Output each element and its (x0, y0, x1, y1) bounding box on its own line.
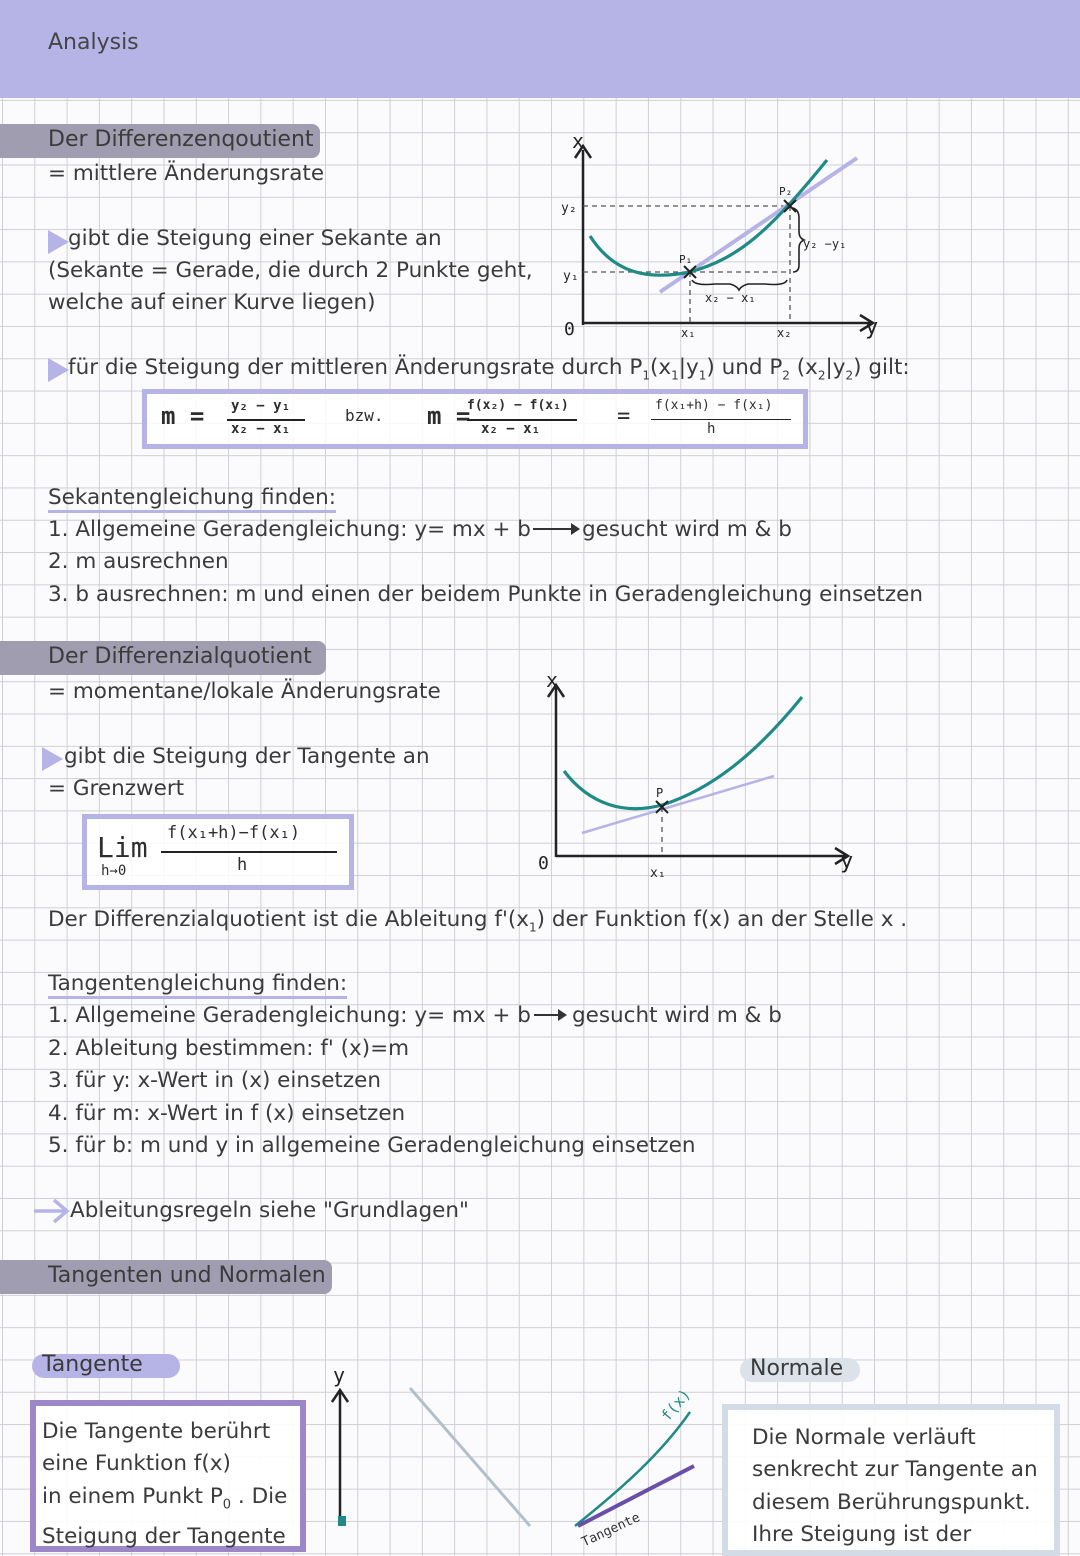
secant-graph (555, 130, 895, 345)
limit-sub: h→0 (101, 863, 127, 879)
tangente-step2: 2. Ableitung bestimmen: f' (x)=m (48, 1036, 410, 1061)
limit-lim: Lim (97, 831, 148, 864)
label-p2: P₂ (779, 185, 793, 198)
section-heading-tangenten-normalen (0, 1260, 332, 1294)
label-dx: x₂ − x₁ (705, 291, 756, 305)
tangente-label: Tangente (42, 1352, 143, 1377)
section-heading-differenzialquotient (0, 641, 326, 675)
derivative-text: Der Differenzialquotient ist die Ableitung $f'(x_1)$ der Funktion f(x) an der Stelle x . (48, 907, 908, 935)
arrow-right-icon (533, 528, 571, 530)
label-p: P (656, 786, 664, 800)
label-axis-horizontal: y (840, 849, 854, 874)
sekante-step1: 1. Allgemeine Geradengleichung: y= mx + b gesucht wird m & b (48, 517, 792, 542)
section-heading-differenzenquotient (0, 124, 320, 158)
label-axis-vertical: y (333, 1363, 346, 1387)
label-axis-vertical: x (572, 129, 585, 153)
tangente-step3: 3. für y: x-Wert in (x) einsetzen (48, 1068, 381, 1093)
formula-num3: f(x₁+h) − f(x₁) (655, 398, 773, 413)
bullet-triangle-icon (48, 358, 69, 382)
section1-bullet2: für die Steigung der mittleren Änderungsrate durch $P_1(x_1|y_1)$ und $P_2$ $(x_2|y_2)$ gilt: (68, 355, 910, 383)
tangente-heading: Tangentengleichung finden: (48, 968, 347, 1000)
arrow-right-icon (32, 1196, 72, 1226)
limit-den: h (237, 855, 248, 875)
tangent-graph (530, 665, 870, 890)
formula-box-mittlere-aenderungsrate (142, 389, 808, 449)
formula-den3: h (707, 421, 716, 437)
section1-subtitle: = mittlere Änderungsrate (48, 161, 325, 186)
section-heading-text: Der Differenzenqoutient (48, 127, 314, 152)
label-dy: y₂ −y₁ (803, 237, 847, 251)
label-x1: x₁ (650, 866, 666, 881)
formula-den1: x₂ − x₁ (231, 421, 291, 437)
bullet-triangle-icon (42, 747, 63, 771)
formula-den2: x₂ − x₁ (481, 421, 541, 437)
ableitungsregeln-reference: Ableitungsregeln siehe "Grundlagen" (70, 1198, 469, 1223)
curve (575, 1412, 690, 1526)
formula-m2: m = (427, 402, 471, 430)
fraction-bar (651, 419, 791, 420)
label-axis-vertical: x (546, 668, 559, 692)
tangente-label-pill (32, 1354, 180, 1378)
label-x2: x₂ (777, 326, 792, 340)
section2-bullet-line2: = Grenzwert (48, 776, 185, 801)
formula-num2: f(x₂) − f(x₁) (467, 398, 569, 413)
bullet-triangle-icon (48, 230, 69, 254)
label-fx: f(x) (657, 1385, 695, 1425)
sekante-step3: 3. b ausrechnen: m und einen der beidem Punkte in Geradengleichung einsetzen (48, 582, 923, 607)
label-origin: 0 (564, 319, 575, 340)
label-y2: y₂ (561, 201, 577, 216)
section-heading-text: Tangenten und Normalen (48, 1263, 326, 1288)
label-tangente: Tangente (579, 1510, 643, 1551)
arrow-right-icon (534, 1014, 558, 1016)
curve (564, 697, 802, 809)
tangente-text: Die Tangente berührt eine Funktion f(x) in einem Punkt $P_0$ . Die Steigung der Tangente (42, 1419, 288, 1550)
formula-m: m = (161, 402, 205, 430)
label-y1: y₁ (563, 269, 579, 284)
formula-num1: y₂ − y₁ (231, 398, 291, 414)
normale-label: Normale (750, 1356, 844, 1381)
formula-bzw: bzw. (345, 406, 384, 425)
label-x1: x₁ (681, 326, 696, 340)
dx-brace (692, 280, 787, 290)
section-heading-text: Der Differenzialquotient (48, 644, 312, 669)
page-header (0, 0, 1080, 98)
label-origin: 0 (538, 853, 549, 874)
formula-box-grenzwert (82, 814, 354, 890)
section1-bullet-line2: (Sekante = Gerade, die durch 2 Punkte geht, (48, 258, 533, 283)
normale-textbox (722, 1404, 1060, 1556)
label-p1: P₁ (679, 253, 693, 266)
section2-subtitle: = momentane/lokale Änderungsrate (48, 679, 441, 704)
section2-bullet-line1: gibt die Steigung der Tangente an (64, 744, 430, 769)
section1-bullet-line3: welche auf einer Kurve liegen) (48, 290, 376, 315)
tangente-step4: 4. für m: x-Wert in f (x) einsetzen (48, 1101, 406, 1126)
normal-line (410, 1388, 530, 1526)
page-title: Analysis (48, 30, 139, 55)
tangente-step1: 1. Allgemeine Geradengleichung: y= mx + b gesucht wird m & b (48, 1003, 782, 1028)
sekante-heading: Sekantengleichung finden: (48, 482, 336, 514)
normale-label-pill (740, 1358, 860, 1382)
normale-text: Die Normale verläuft senkrecht zur Tangente an diesem Berührungspunkt. Ihre Steigung ist der (752, 1425, 1038, 1547)
section1-bullet-line1: gibt die Steigung einer Sekante an (68, 226, 442, 251)
tangente-step5: 5. für b: m und y in allgemeine Geradengleichung einsetzen (48, 1133, 696, 1158)
limit-num: f(x₁+h)−f(x₁) (167, 823, 301, 843)
formula-equals: = (617, 404, 631, 429)
sekante-step2: 2. m ausrechnen (48, 549, 229, 574)
fraction-bar (161, 851, 337, 853)
tangent-normal-graph (320, 1360, 720, 1551)
label-axis-horizontal: y (865, 315, 879, 340)
tangente-textbox (30, 1400, 306, 1552)
